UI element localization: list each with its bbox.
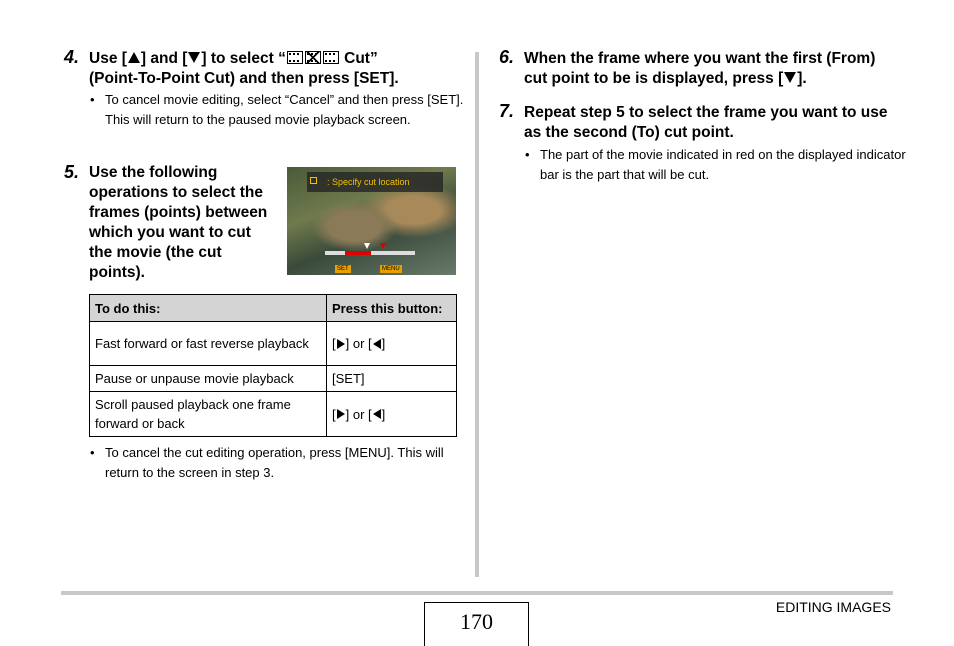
left-arrow-icon — [373, 409, 381, 419]
step-5-text: Use the following operations to select the frames (points) between which you want to cut the movie (the cut points). — [89, 164, 268, 281]
right-arrow-icon — [337, 339, 345, 349]
operations-table — [89, 294, 457, 437]
step-7-note: • The part of the movie indicated in red on the displayed indicator bar is the part that will be cut. — [524, 145, 910, 184]
film-icon — [287, 51, 303, 64]
step-7-number: 7. — [499, 101, 515, 121]
step-7-text: Repeat step 5 to select the frame you want to use as the second (To) cut point. — [524, 104, 888, 141]
cut-icon — [310, 177, 317, 184]
table-row — [90, 322, 457, 366]
table-cell-button: [SET] — [327, 366, 457, 392]
step-4-number: 4. — [64, 47, 80, 67]
step-4-note: • To cancel movie editing, select “Cancel” and then press [SET]. This will return to the paused movie playback screen. — [89, 90, 465, 129]
table-header-action: To do this: — [90, 295, 327, 322]
step-6-text: When the frame where you want the first (From) cut point to be is displayed, press [ ]. — [524, 50, 876, 87]
to-marker-icon — [380, 243, 386, 249]
table-row — [90, 392, 457, 437]
camera-screen-image — [287, 167, 456, 275]
table-cell-action: Scroll paused playback one frame forward or back — [90, 392, 327, 437]
right-arrow-icon — [337, 409, 345, 419]
down-arrow-icon — [188, 52, 200, 63]
down-arrow-icon — [784, 72, 796, 83]
left-arrow-icon — [373, 339, 381, 349]
step-6-number: 6. — [499, 47, 515, 67]
footer-rule — [61, 591, 893, 595]
table-cell-action: Fast forward or fast reverse playback — [90, 322, 327, 366]
film-icon — [323, 51, 339, 64]
table-row — [90, 366, 457, 392]
from-marker-icon — [364, 243, 370, 249]
column-divider — [475, 52, 479, 577]
menu-label: MENU — [382, 266, 400, 272]
step-5-note: • To cancel the cut editing operation, press [MENU]. This will return to the screen in step 3. — [89, 443, 470, 482]
film-cut-icon — [305, 51, 321, 64]
table-cell-button: [ ] or [ ] — [327, 322, 457, 366]
set-label: SET — [337, 266, 349, 272]
up-arrow-icon — [128, 52, 140, 63]
section-title: EDITING IMAGES — [775, 599, 891, 615]
cut-region-bar — [345, 251, 371, 255]
cut-location-overlay: : Specify cut location — [307, 172, 443, 192]
step-5-number: 5. — [64, 162, 80, 182]
table-cell-button: [ ] or [ ] — [327, 392, 457, 437]
step-4-text: Use [ ] and [ ] to select “ Cut” (Point-To-Point Cut) and then press [SET]. — [89, 50, 399, 87]
page-number: 170 — [424, 602, 529, 646]
table-cell-action: Pause or unpause movie playback — [90, 366, 327, 392]
table-header-button: Press this button: — [327, 295, 457, 322]
